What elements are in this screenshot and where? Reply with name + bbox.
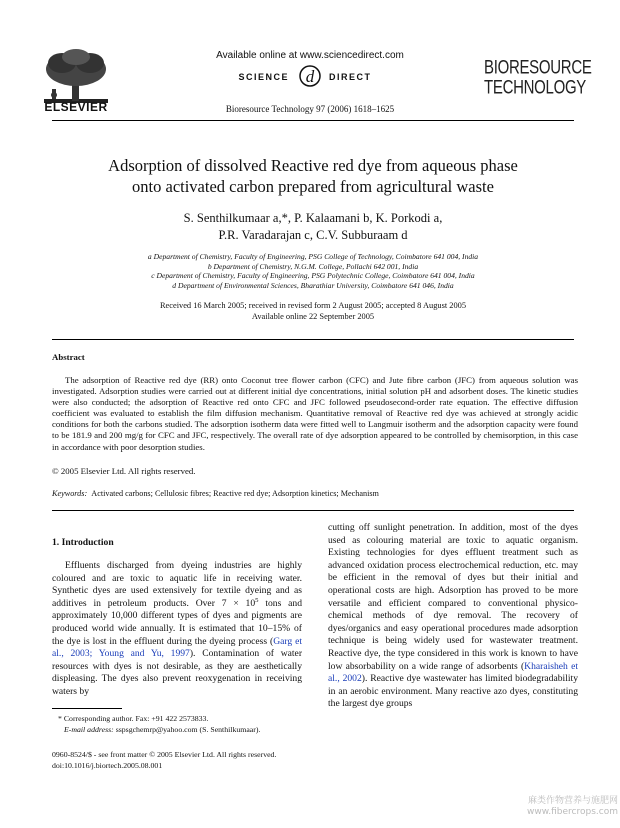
journal-logo-line1: BIORESOURCE [484,56,592,79]
title-line-2: onto activated carbon prepared from agricultural waste [132,177,494,196]
keywords-list: Activated carbons; Cellulosic fibres; Reactive red dye; Adsorption kinetics; Mechanism [91,489,379,498]
email-address: sspsgchemrp@yahoo.com (S. Senthilkumaar). [113,724,261,734]
author-list [52,210,574,244]
footnote-rule [52,708,122,709]
abstract-heading: Abstract [52,352,85,362]
email-line [52,725,302,736]
corresponding-author-line: * Corresponding author. Fax: +91 422 2573833. [58,714,209,723]
intro-left-text-3: ). Contamination of water resources with dyes is not desirable, as they are aesthetically displeasing. The dyes also prevent reoxygenation in receiving waters by [52,648,303,697]
intro-right-text-2: ). Reactive dye wastewater has limited biodegradability in an aerobic environment. Many reactive azo dyes, constituting the largest dye groups [328,673,578,710]
abstract-body: The adsorption of Reactive red dye (RR) onto Coconut tree flower carbon (CFC) and Jute fibre carbon (JFC) from aqueous solution was investigated. Adsorption studies were carried out at different initial dye concentrations, initial solution pH and adsorbent doses. The kinetic studies were also conducted; the adsorption of Reactive red onto CFC and JFC followed pseudosecond-order rate equation. The effective diffusion coefficient was evaluated to establish the film diffusion mechanism. Quantitative removal of Reactive red dye was achieved at strongly acidic conditions for both the carbons studied. The adsorption isotherm data were fitted well to Langmuir isotherm and the adsorption capacity were found to be 181.9 and 200 mg/g for CFC and JFC, respectively. The overall rate of dye adsorption appeared to be controlled by chemisorption, in this case in accordance with poor desorption studies. [52,375,578,452]
authors-line-2: P.R. Varadarajan c, C.V. Subburaam d [218,228,408,242]
intro-left-text-2: tons and approximately 10,000 different types of dyes and pigments are produced world wide annually. It is estimated that 10–15% of the dye is lost in the effluent during the dyeing process ( [52,597,302,647]
intro-left-column [52,560,302,699]
keywords-line [52,489,578,498]
journal-logo-line2: TECHNOLOGY [484,76,587,99]
article-title [52,155,574,197]
keywords-rule [52,510,574,511]
sciencedirect-logo [225,64,395,88]
intro-exponent: 5 [255,596,259,604]
citation-link-garg-young[interactable]: Garg et al., 2003; Young and Yu, 1997 [52,635,302,660]
section-heading-introduction: 1. Introduction [52,537,114,548]
header-rule [52,120,574,121]
abstract-rule [52,339,574,340]
available-online-text: Available online at www.sciencedirect.com [216,50,404,61]
email-label: E-mail address: [64,724,114,734]
available-date: Available online 22 September 2005 [251,312,375,321]
intro-right-column [328,522,578,711]
watermark-line-1: 麻类作物营养与施肥网 [527,796,618,806]
affiliation-a: a Department of Chemistry, Faculty of Engineering, PSG College of Technology, Coimbatore 641 004, India [147,252,479,261]
keywords-label: Keywords: [52,489,88,498]
intro-left-text-1: Effluents discharged from dyeing industries are highly coloured and are toxic to aquatic life in receiving water. Synthetic dyes are used extensively for textile dyeing and as additives in petroleum products. Over 7 × 10 [52,560,302,609]
site-watermark [488,796,618,818]
affiliation-b: b Department of Chemistry, N.G.M. College, Pollachi 642 001, India [207,261,419,271]
publisher-name: ELSEVIER [44,100,108,114]
affiliation-d: d Department of Environmental Sciences, Bharathiar University, Coimbatore 641 046, India [172,280,454,290]
issn-line: 0960-8524/$ - see front matter © 2005 Elsevier Ltd. All rights reserved. [52,750,277,759]
journal-logo [484,56,592,99]
citation-link-kharaisheh[interactable]: Kharaisheh et al., 2002 [328,660,578,685]
front-matter [52,750,352,771]
affiliation-c: c Department of Chemistry, Faculty of Engineering, PSG Polytechnic College, Coimbatore 641 004, India [151,271,475,281]
sd-left-text: SCIENCE [238,72,289,82]
journal-citation: Bioresource Technology 97 (2006) 1618–1625 [225,104,395,114]
watermark-line-2: www.fibercrops.com [527,807,618,817]
sd-symbol: d [305,67,315,86]
sd-right-text: DIRECT [329,72,372,82]
intro-right-text-1: cutting off sunlight penetration. In addition, most of the dyes used as colouring material are toxic to aquatic organism. Existing technologies for dyes effluent treatment such as advanced oxidation process electrochemical reduction, etc. may be efficient in the removal of dyes but their initial and operational costs are high. Adsorption has proved to be more versatile and efficient compared to conventional physico-chemical methods of dye removal. The recovery of dyes/organics and easy operational procedures made adsorption technique is being widely used for wastewater treatment. Reactive dye, the type considered in this work is known to have low absorbability on a wide range of adsorbents ( [328,522,578,672]
received-dates: Received 16 March 2005; received in revised form 2 August 2005; accepted 8 August 2005 [159,301,467,310]
abstract-copyright: © 2005 Elsevier Ltd. All rights reserved. [52,466,196,476]
doi-line: doi:10.1016/j.biortech.2005.08.001 [52,760,163,770]
article-dates [52,300,574,322]
authors-line-1: S. Senthilkumaar a,*, P. Kalaamani b, K. Porkodi a, [183,211,443,225]
corresponding-author-footnote [52,714,302,735]
title-line-1: Adsorption of dissolved Reactive red dye from aqueous phase [108,156,518,175]
affiliations [60,252,566,290]
